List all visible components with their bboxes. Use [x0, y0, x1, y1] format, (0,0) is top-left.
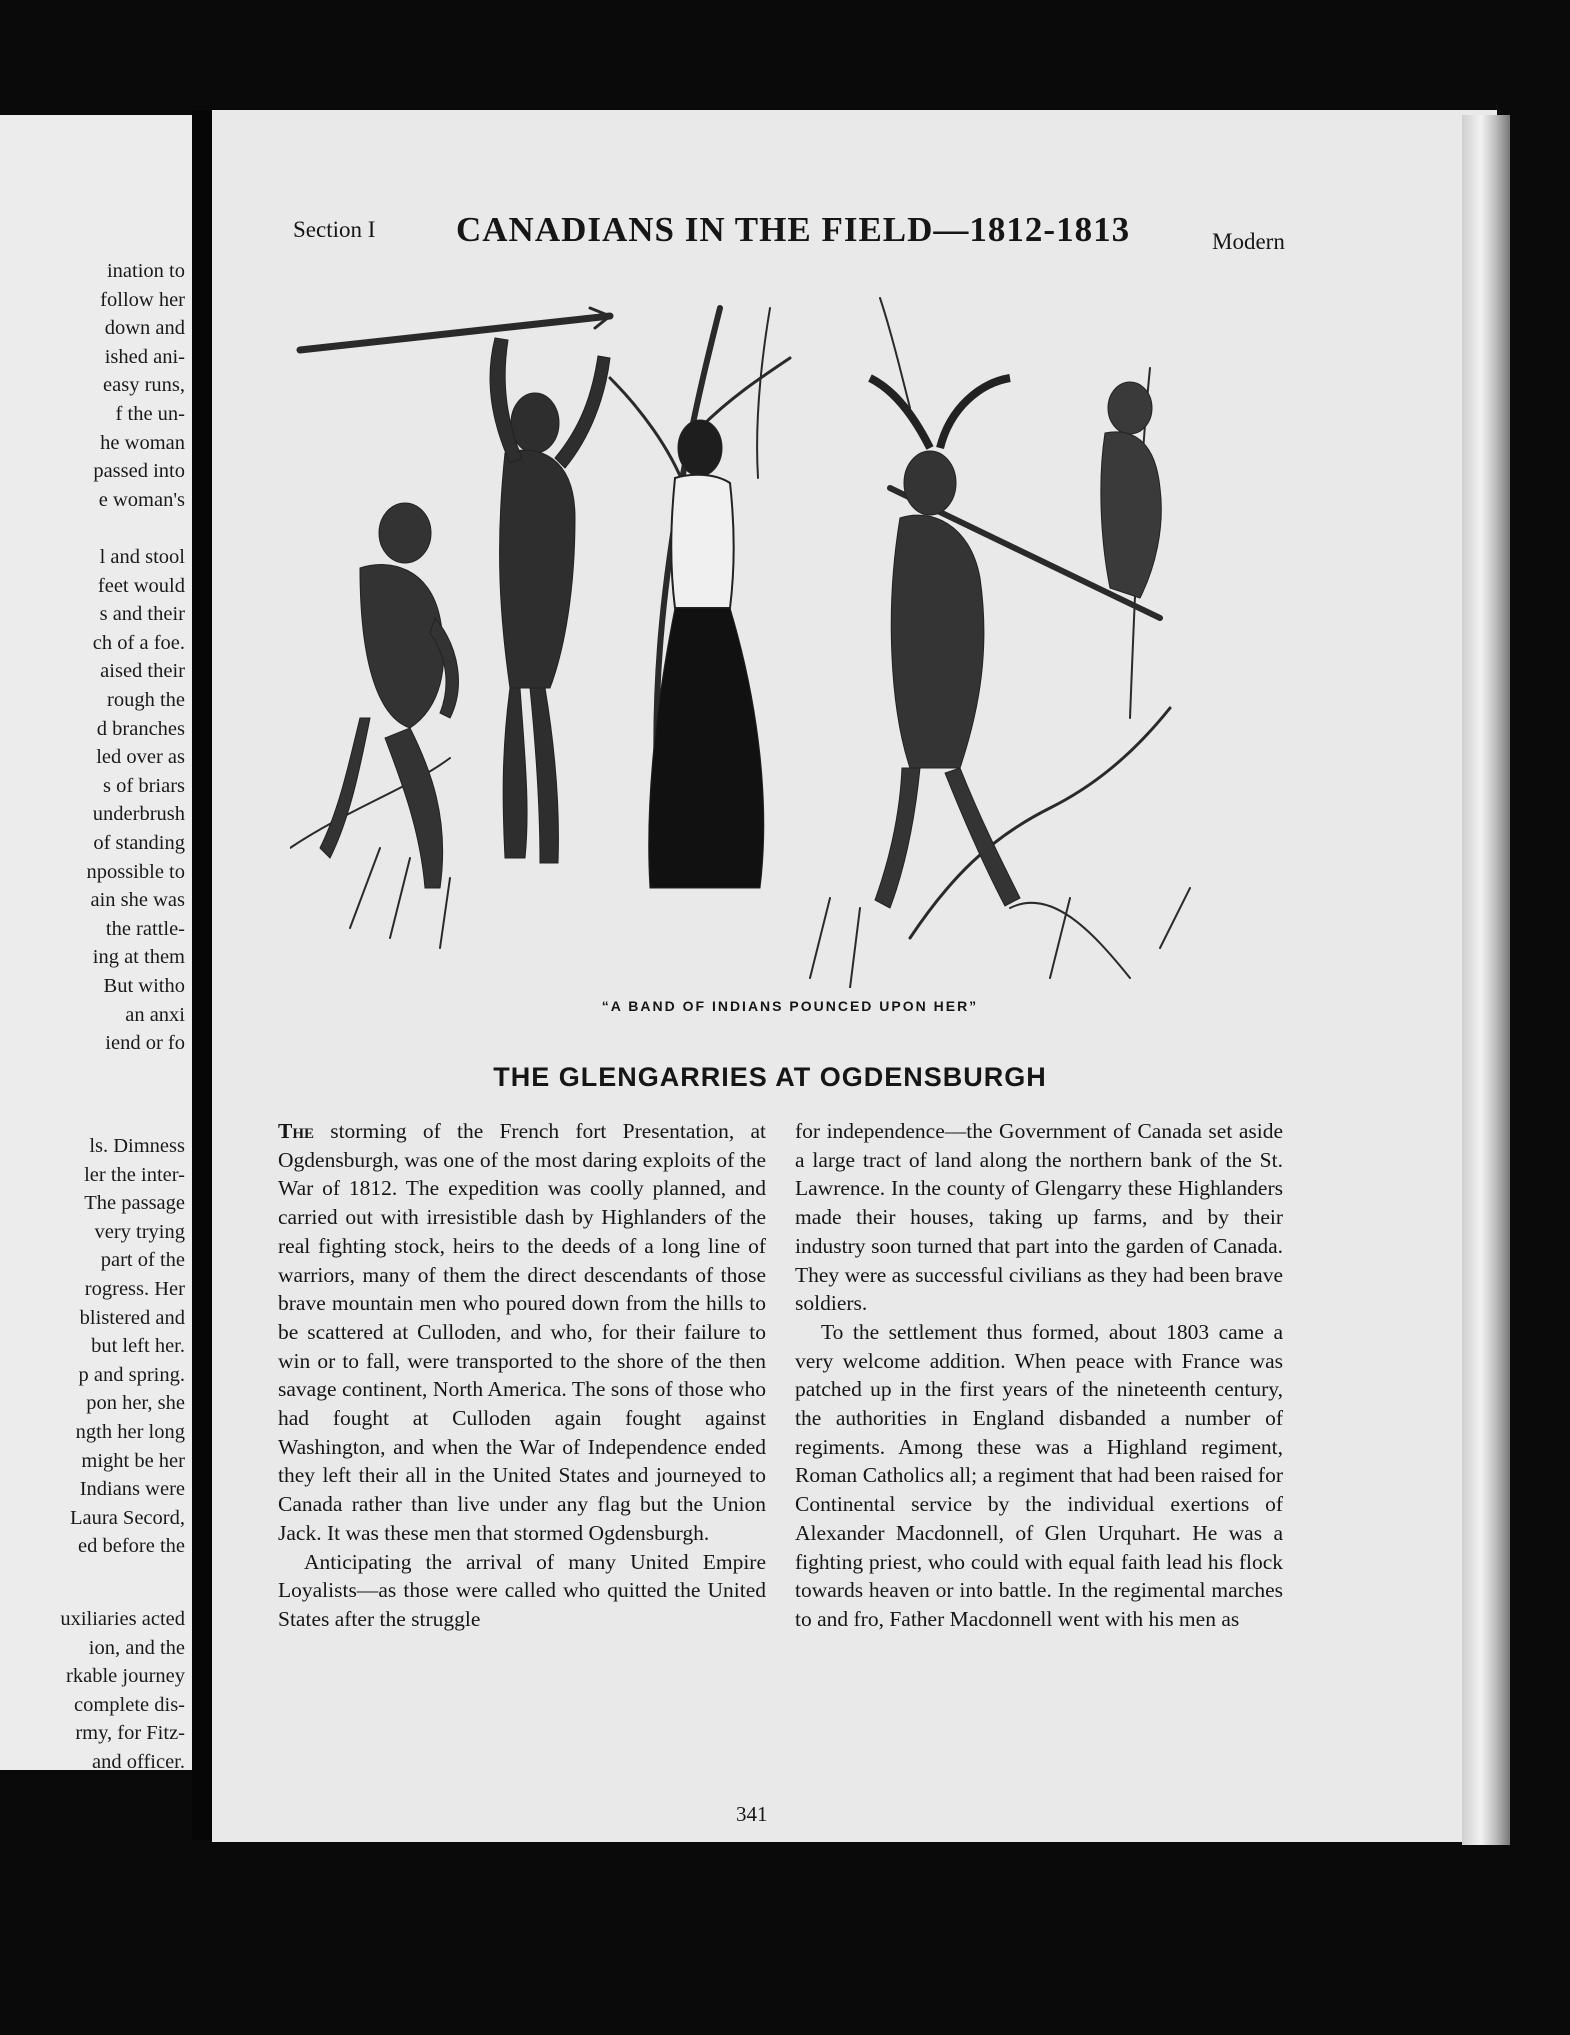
- running-header-category: Modern: [1212, 229, 1285, 254]
- paragraph-1: [278, 1117, 766, 1548]
- left-page-line: s of briars: [103, 774, 185, 797]
- paragraph-4: To the settlement thus formed, about 1803 came a very welcome addition. When peace with France was patched up in the first years of the nineteenth century, the authorities in England disbanded a number of regiments. Among these was a Highland regiment, Roman Catholics all; a regiment that had been raised for Continental service by the individual exertions of Alexander Macdonnell, of Glen Urquhart. He was a fighting priest, who could with equal faith lead his flock towards heaven or into battle. In the regimental marches to and fro, Father Macdonnell went with his men as: [795, 1319, 1283, 1631]
- page-edge: [1462, 115, 1510, 1845]
- left-page-line: The passage: [84, 1192, 185, 1215]
- running-header-title: CANADIANS IN THE FIELD—1812-1813: [456, 210, 1131, 249]
- left-page-line: underbrush: [92, 803, 185, 826]
- left-page-line: ination to: [106, 260, 185, 282]
- left-page-line: down and: [104, 317, 185, 340]
- left-page-line: ch of a foe.: [92, 631, 185, 654]
- left-page-line: d branches: [96, 717, 185, 740]
- left-page-line: rmy, for Fitz-: [75, 1722, 185, 1745]
- left-page-line: the rattle-: [105, 917, 185, 940]
- left-page-line: Laura Secord,: [70, 1506, 185, 1529]
- left-page-text-block-2: [0, 543, 185, 1058]
- book-gutter: [192, 110, 212, 1840]
- left-page-line: might be her: [81, 1449, 185, 1472]
- left-page-line: Indians were: [79, 1478, 185, 1501]
- left-page-line: ed before the: [78, 1535, 185, 1558]
- left-page-line: iend or fo: [105, 1032, 185, 1055]
- left-page-text-block-1: [0, 257, 185, 514]
- page-number: 341: [736, 1802, 768, 1826]
- article-title: THE GLENGARRIES AT OGDENSBURGH: [493, 1062, 1047, 1092]
- left-page-line: But witho: [103, 974, 185, 997]
- left-page-line: ler the inter-: [84, 1163, 185, 1186]
- left-page-line: pon her, she: [86, 1392, 185, 1415]
- left-page-line: ain she was: [90, 889, 185, 912]
- left-page-line: complete dis-: [73, 1693, 185, 1716]
- left-page-line: ls. Dimness: [89, 1135, 185, 1157]
- left-page-line: ished ani-: [104, 345, 185, 368]
- article-column-right: [795, 1117, 1283, 1634]
- left-page-line: of standing: [93, 831, 185, 854]
- left-page-line: npossible to: [86, 860, 185, 883]
- paragraph-2: Anticipating the arrival of many United Empire Loyalists—as those were called who quitted the United States after the struggle: [278, 1549, 766, 1631]
- left-page-line: and officer.: [92, 1750, 185, 1770]
- left-page-line: s and their: [99, 603, 185, 626]
- left-page-text-block-3: [0, 1132, 185, 1561]
- left-page-line: ion, and the: [88, 1636, 185, 1659]
- left-page-line: led over as: [96, 746, 185, 769]
- left-page-line: an anxi: [125, 1003, 185, 1026]
- running-header-section: Section I: [293, 217, 376, 242]
- illustration-band-of-indians: [290, 288, 1250, 988]
- article-column-left: [278, 1117, 766, 1634]
- previous-page-fragment: [0, 115, 192, 1770]
- left-page-line: blistered and: [79, 1306, 185, 1329]
- left-page-line: rough the: [107, 688, 185, 711]
- left-page-line: passed into: [93, 460, 185, 483]
- left-page-line: p and spring.: [78, 1363, 185, 1386]
- left-page-line: e woman's: [98, 488, 185, 511]
- left-page-line: f the un-: [115, 402, 185, 425]
- paragraph-3: for independence—the Government of Canada set aside a large tract of land along the northern bank of the St. Lawrence. In the county of Glengarry these Highlanders made their houses, taking up farms, and by their industry soon turned that part into the garden of Canada. They were as successful civilians as they had been brave soldiers.: [795, 1119, 1283, 1316]
- left-page-line: very trying: [94, 1220, 185, 1243]
- left-page-line: ing at them: [92, 946, 185, 969]
- left-page-line: easy runs,: [103, 374, 185, 397]
- illustration-caption: “A BAND OF INDIANS POUNCED UPON HER”: [601, 998, 979, 1014]
- lead-word: The: [278, 1119, 315, 1143]
- left-page-line: ngth her long: [75, 1420, 185, 1443]
- left-page-line: aised their: [100, 660, 185, 683]
- left-page-line: uxiliaries acted: [60, 1608, 185, 1630]
- left-page-line: he woman: [100, 431, 185, 454]
- left-page-line: part of the: [100, 1249, 185, 1272]
- left-page-text-block-4: [0, 1605, 185, 1770]
- left-page-line: feet would: [97, 574, 185, 597]
- paragraph-1-text: storming of the French fort Presentation, at Ogdensburgh, was one of the most daring exploits of the War of 1812. The expedition was coolly planned, and carried out with irresistible dash by Highlanders of the real fighting stock, heirs to the deeds of a long line of warriors, many of them the direct descendants of those brave mountain men who poured down from the hills to be scattered at Culloden, and who, for their failure to win or to fall, were transported to the shore of the then savage continent, North America. The sons of those who had fought at Culloden again fought against Washington, and when the War of Independence ended they left their all in the United States and journeyed to Canada rather than live under any flag but the Union Jack. It was these men that stormed Ogdensburgh.: [278, 1119, 766, 1545]
- left-page-line: follow her: [100, 288, 185, 311]
- left-page-line: rkable journey: [66, 1665, 185, 1688]
- left-page-line: but left her.: [91, 1335, 185, 1358]
- left-page-line: l and stool: [99, 546, 185, 568]
- left-page-line: rogress. Her: [84, 1277, 185, 1300]
